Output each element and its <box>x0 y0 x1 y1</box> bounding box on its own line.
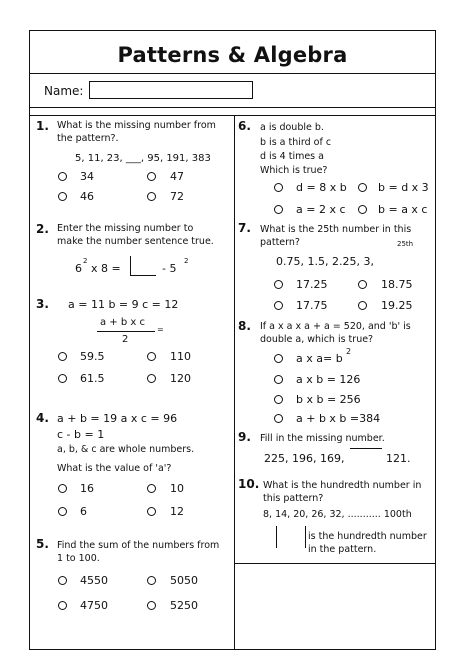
q2-answer-box[interactable] <box>130 256 156 276</box>
q2-rhs-exponent: 2 <box>184 257 189 265</box>
q5-option-d-radio[interactable] <box>147 601 156 610</box>
header-divider-2 <box>30 115 435 116</box>
q3-option-d: 120 <box>170 372 191 385</box>
q4-line2: c - b = 1 <box>57 428 105 441</box>
q4-option-c: 6 <box>80 505 87 518</box>
right-column-end-divider <box>234 563 435 564</box>
q1-number: 1. <box>36 119 49 133</box>
q1-text: What is the missing number from the pattern?. <box>57 120 216 144</box>
q3-option-c-radio[interactable] <box>58 374 67 383</box>
q6-option-b-radio[interactable] <box>358 183 367 192</box>
q5-option-b: 5050 <box>170 574 198 587</box>
q3-option-b: 110 <box>170 350 191 363</box>
q4-option-a-radio[interactable] <box>58 484 67 493</box>
q10-text: What is the hundredth number in this pattern? <box>263 480 422 504</box>
q5-text: Find the sum of the numbers from 1 to 100. <box>57 540 220 564</box>
q1-option-a-radio[interactable] <box>58 172 67 181</box>
q3-option-a: 59.5 <box>80 350 105 363</box>
q1-option-a: 34 <box>80 170 94 183</box>
q4-number: 4. <box>36 411 49 425</box>
q4-ask: What is the value of 'a'? <box>57 463 172 474</box>
q7-option-d-radio[interactable] <box>358 301 367 310</box>
q8-option-a-exponent: 2 <box>346 347 352 356</box>
q3-given: a = 11 b = 9 c = 12 <box>68 298 179 311</box>
q2-lhs-rest: x 8 = <box>91 262 121 275</box>
q7-sequence: 0.75, 1.5, 2.25, 3, <box>276 255 374 268</box>
q1-option-b: 47 <box>170 170 184 183</box>
q7-option-d: 19.25 <box>381 299 413 312</box>
q6-option-b: b = d x 3 <box>378 181 429 194</box>
q7-text: What is the 25th number in this pattern? <box>260 224 412 248</box>
q2-lhs-base: 6 <box>75 262 82 275</box>
q8-text: If a x a x a + a = 520, and 'b' is double a, which is true? <box>260 321 411 345</box>
q6-option-d: b = a x c <box>378 203 428 216</box>
q1-option-d-radio[interactable] <box>147 192 156 201</box>
q8-number: 8. <box>238 319 251 333</box>
q6-number: 6. <box>238 119 251 133</box>
q6-option-a-radio[interactable] <box>274 183 283 192</box>
header-divider <box>30 107 435 108</box>
q5-number: 5. <box>36 537 49 551</box>
q3-denominator: 2 <box>122 334 129 345</box>
q9-number: 9. <box>238 430 251 444</box>
q5-option-a-radio[interactable] <box>58 576 67 585</box>
q8-option-b: a x b = 126 <box>296 373 361 386</box>
q1-option-c: 46 <box>80 190 94 203</box>
q5-option-a: 4550 <box>80 574 108 587</box>
q3-equals: = <box>157 325 164 334</box>
q5-option-c: 4750 <box>80 599 108 612</box>
q4-line1: a + b = 19 a x c = 96 <box>57 412 178 425</box>
q5-option-c-radio[interactable] <box>58 601 67 610</box>
q7-option-b-radio[interactable] <box>358 280 367 289</box>
q8-option-c-radio[interactable] <box>274 395 283 404</box>
q1-option-d: 72 <box>170 190 184 203</box>
q9-text: Fill in the missing number. <box>260 433 385 444</box>
q4-option-a: 16 <box>80 482 94 495</box>
q6-option-a: d = 8 x b <box>296 181 347 194</box>
q1-sequence: 5, 11, 23, ___, 95, 191, 383 <box>75 153 211 164</box>
q8-option-b-radio[interactable] <box>274 375 283 384</box>
q7-number: 7. <box>238 221 251 235</box>
q10-sequence: 8, 14, 20, 26, 32, ........... 100th <box>263 509 412 520</box>
q4-note: a, b, & c are whole numbers. <box>57 444 195 455</box>
q8-option-d-radio[interactable] <box>274 414 283 423</box>
q4-option-b-radio[interactable] <box>147 484 156 493</box>
q6-line3: d is 4 times a <box>260 151 324 162</box>
q6-ask: Which is true? <box>260 165 328 176</box>
worksheet-title: Patterns & Algebra <box>117 43 348 67</box>
q3-number: 3. <box>36 297 49 311</box>
q8-option-d: a + b x b =384 <box>296 412 381 425</box>
name-field[interactable] <box>89 81 253 99</box>
q3-option-b-radio[interactable] <box>147 352 156 361</box>
q3-numerator: a + b x c <box>100 317 145 328</box>
q6-option-c-radio[interactable] <box>274 205 283 214</box>
q3-option-a-radio[interactable] <box>58 352 67 361</box>
q10-answer-label: is the hundredth number in the pattern. <box>308 531 427 555</box>
q6-option-c: a = 2 x c <box>296 203 346 216</box>
q7-option-b: 18.75 <box>381 278 413 291</box>
q7-option-c: 17.75 <box>296 299 328 312</box>
q2-lhs-exponent: 2 <box>83 257 88 265</box>
q3-option-c: 61.5 <box>80 372 105 385</box>
q7-option-c-radio[interactable] <box>274 301 283 310</box>
column-divider <box>234 115 235 649</box>
q7-option-a: 17.25 <box>296 278 328 291</box>
q4-option-b: 10 <box>170 482 184 495</box>
q3-fraction-bar <box>97 331 155 332</box>
q4-option-d-radio[interactable] <box>147 507 156 516</box>
q6-option-d-radio[interactable] <box>358 205 367 214</box>
q1-option-b-radio[interactable] <box>147 172 156 181</box>
q5-option-d: 5250 <box>170 599 198 612</box>
name-label: Name: <box>44 84 84 98</box>
q2-number: 2. <box>36 222 49 236</box>
q9-sequence-left: 225, 196, 169, <box>264 452 345 465</box>
q10-number: 10. <box>238 477 260 491</box>
q2-rhs: - 5 <box>162 262 177 275</box>
title-divider <box>30 73 435 74</box>
q8-option-a: a x a= b <box>296 352 343 365</box>
q6-line2: b is a third of c <box>260 137 332 148</box>
q3-option-d-radio[interactable] <box>147 374 156 383</box>
q9-sequence-right: 121. <box>386 452 411 465</box>
q7-option-a-radio[interactable] <box>274 280 283 289</box>
q4-option-d: 12 <box>170 505 184 518</box>
q4-option-c-radio[interactable] <box>58 507 67 516</box>
q5-option-b-radio[interactable] <box>147 576 156 585</box>
q1-option-c-radio[interactable] <box>58 192 67 201</box>
q6-line1: a is double b. <box>260 122 324 133</box>
q8-option-c: b x b = 256 <box>296 393 361 406</box>
q8-option-a-radio[interactable] <box>274 354 283 363</box>
q7-tag: 25th <box>397 240 414 248</box>
q9-answer-blank[interactable] <box>350 448 382 449</box>
q10-answer-box[interactable] <box>276 526 306 548</box>
q2-text: Enter the missing number to make the number sentence true. <box>57 223 214 247</box>
